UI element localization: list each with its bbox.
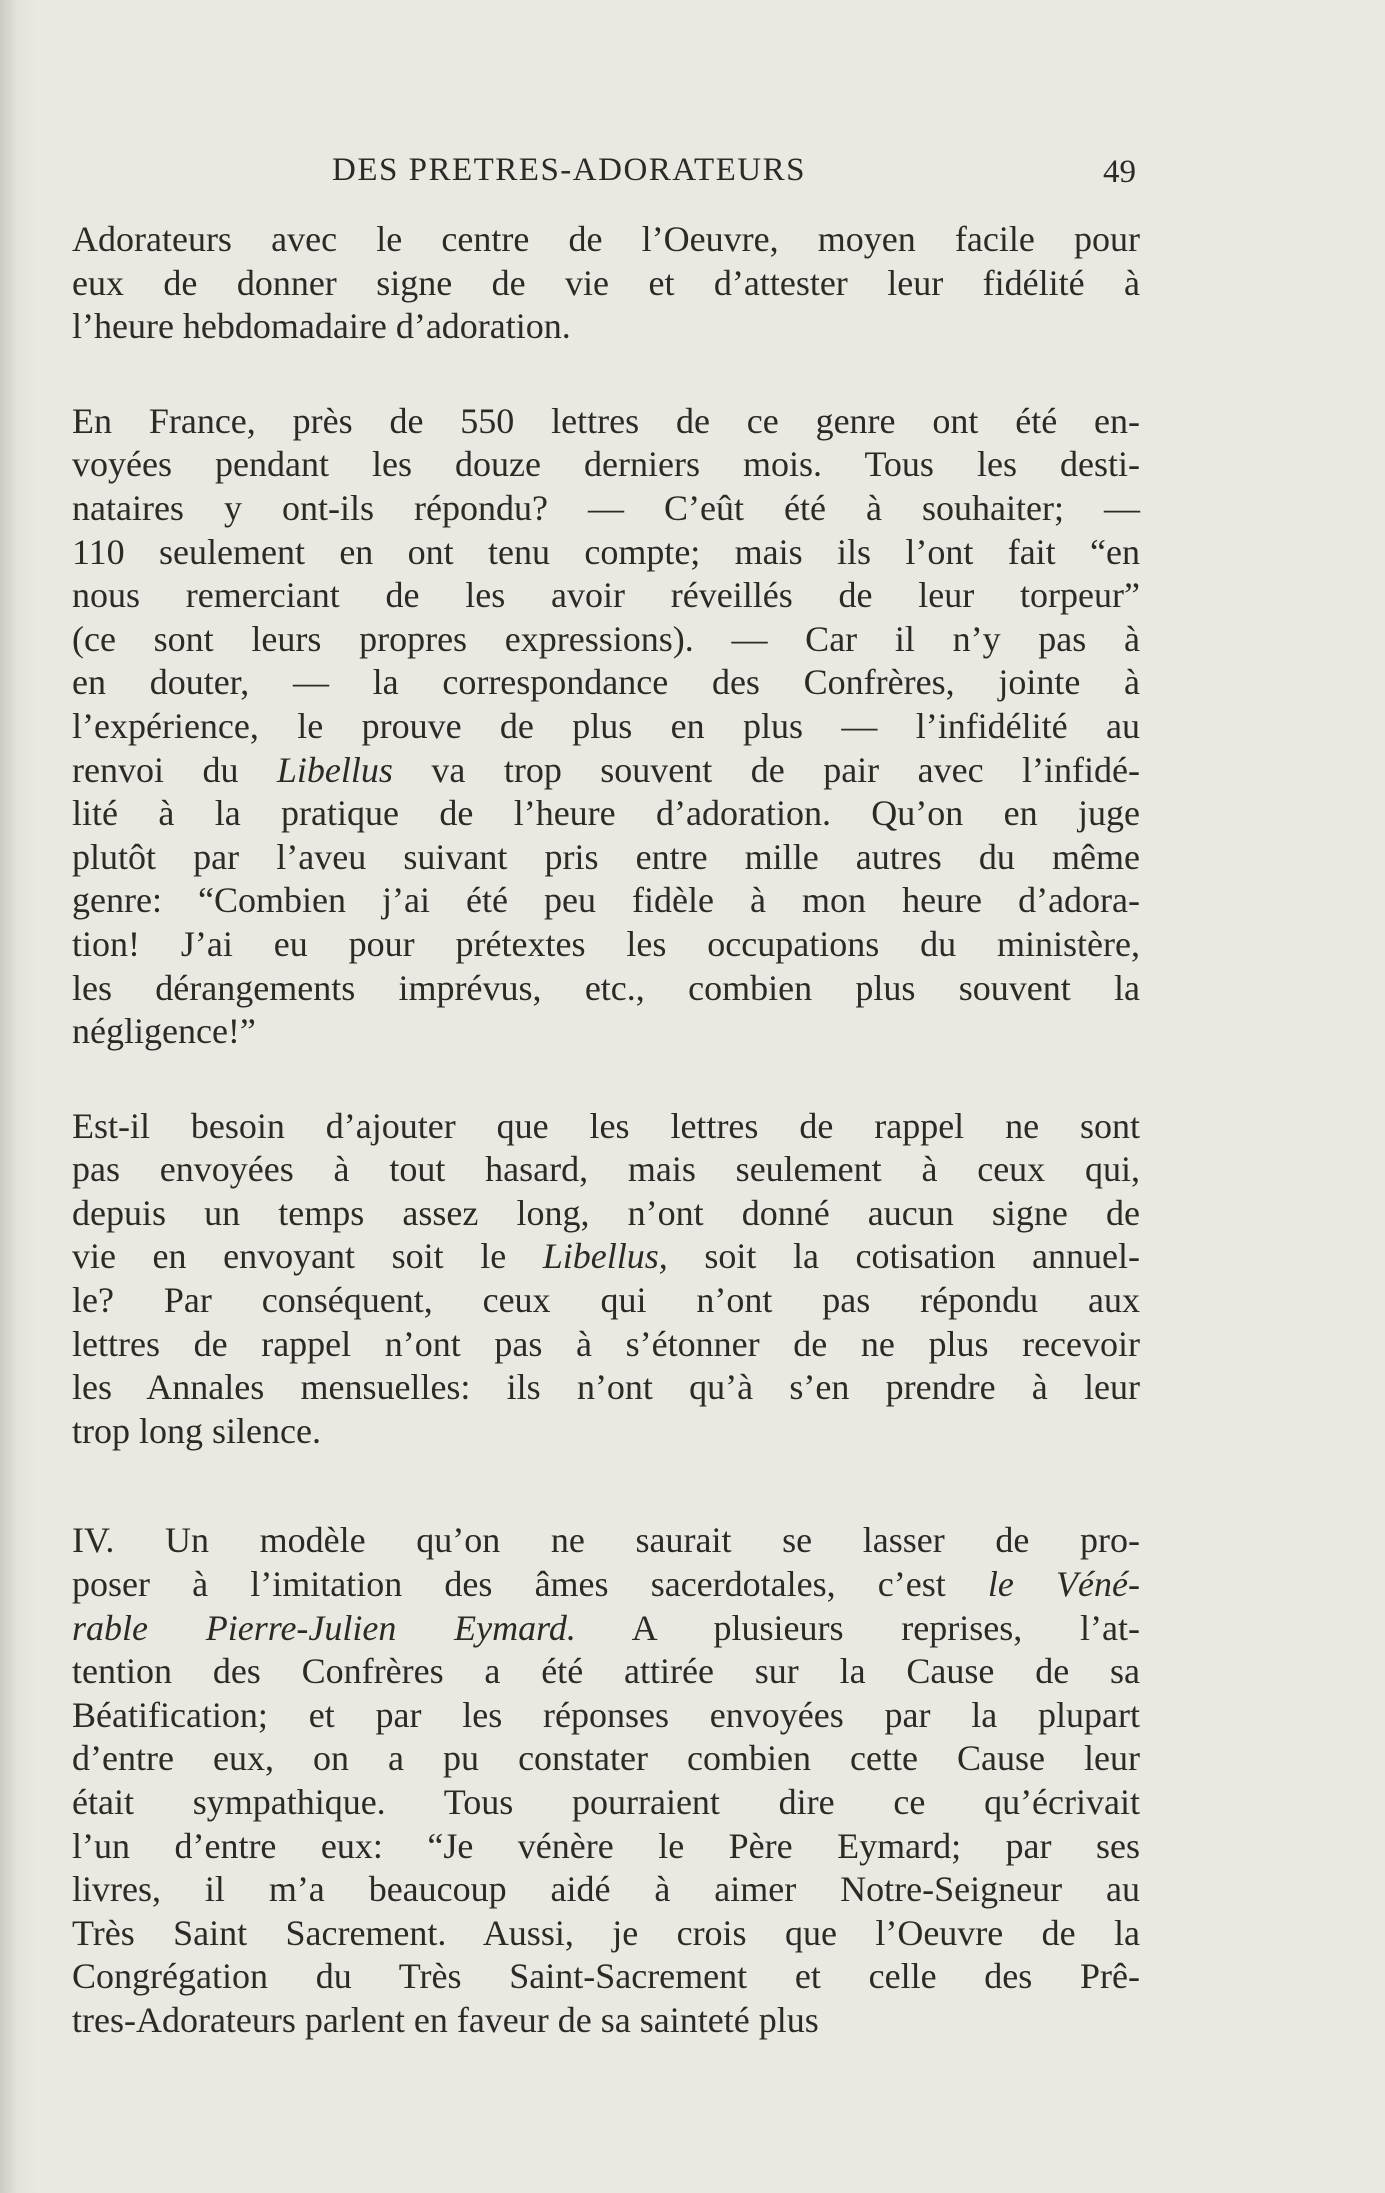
- text-segment: l’expérience, le prouve de plus en plus — l’infidélité au: [72, 705, 1140, 746]
- paragraph: [72, 218, 1140, 349]
- page-header: [0, 148, 1385, 192]
- text-line: [72, 1323, 1140, 1367]
- text-line: [72, 443, 1140, 487]
- text-line: [72, 1279, 1140, 1323]
- page-number: 49: [1103, 154, 1136, 190]
- text-segment: livres, il m’a beaucoup aidé à aimer Notre-Seigneur au: [72, 1869, 1140, 1910]
- text-line: [72, 1563, 1140, 1607]
- text-segment: Très Saint Sacrement. Aussi, je crois que l’Oeuvre de la: [72, 1912, 1140, 1953]
- text-line: [72, 1519, 1140, 1563]
- text-segment: genre: “Combien j’ai été peu fidèle à mon heure d’adora-: [72, 880, 1140, 921]
- text-line: [72, 1999, 1140, 2043]
- text-line: [72, 1737, 1140, 1781]
- text-line: [72, 1105, 1140, 1149]
- text-segment: renvoi du: [72, 749, 277, 790]
- body-text: [72, 218, 1140, 2043]
- text-segment: lettres de rappel n’ont pas à s’étonner de ne plus recevoir: [72, 1323, 1140, 1364]
- text-segment: (ce sont leurs propres expressions). — Car il n’y pas à: [72, 618, 1140, 659]
- text-segment: En France, près de 550 lettres de ce genre ont été en-: [72, 400, 1140, 441]
- text-segment: soit la cotisation annuel-: [667, 1236, 1140, 1277]
- paragraph: [72, 400, 1140, 1054]
- text-segment: Congrégation du Très Saint-Sacrement et celle des Prê-: [72, 1956, 1140, 1997]
- running-title: DES PRETRES-ADORATEURS: [332, 152, 806, 188]
- text-line: [72, 836, 1140, 880]
- text-segment: pas envoyées à tout hasard, mais seulement à ceux qui,: [72, 1149, 1140, 1190]
- text-segment: Béatification; et par les réponses envoyées par la plupart: [72, 1694, 1140, 1735]
- text-segment: voyées pendant les douze derniers mois. Tous les desti-: [72, 444, 1140, 485]
- italic-text: le Véné-: [987, 1564, 1140, 1605]
- text-line: [72, 749, 1140, 793]
- text-segment: A plusieurs reprises, l’at-: [575, 1607, 1140, 1648]
- text-segment: trop long silence.: [72, 1410, 321, 1451]
- text-line: [72, 1955, 1140, 1999]
- text-line: [72, 1825, 1140, 1869]
- text-line: [72, 967, 1140, 1011]
- text-segment: nataires y ont-ils répondu? — C’eût été à souhaiter; —: [72, 487, 1140, 528]
- text-line: [72, 879, 1140, 923]
- text-segment: les dérangements imprévus, etc., combien plus souvent la: [72, 967, 1140, 1008]
- text-segment: d’entre eux, on a pu constater combien cette Cause leur: [72, 1738, 1140, 1779]
- text-segment: négligence!”: [72, 1011, 256, 1052]
- text-segment: va trop souvent de pair avec l’infidé-: [392, 749, 1140, 790]
- text-segment: Est-il besoin d’ajouter que les lettres de rappel ne sont: [72, 1105, 1140, 1146]
- text-line: [72, 1010, 1140, 1054]
- text-segment: plutôt par l’aveu suivant pris entre mille autres du même: [72, 836, 1140, 877]
- text-segment: le? Par conséquent, ceux qui n’ont pas répondu aux: [72, 1280, 1140, 1321]
- text-segment: vie en envoyant soit le: [72, 1236, 543, 1277]
- text-segment: les Annales mensuelles: ils n’ont qu’à s’en prendre à leur: [72, 1367, 1140, 1408]
- text-segment: l’heure hebdomadaire d’adoration.: [72, 306, 571, 347]
- text-line: [72, 792, 1140, 836]
- text-segment: poser à l’imitation des âmes sacerdotales, c’est: [72, 1564, 988, 1605]
- text-line: [72, 705, 1140, 749]
- text-segment: depuis un temps assez long, n’ont donné aucun signe de: [72, 1192, 1140, 1233]
- paragraph: [72, 1105, 1140, 1454]
- text-line: [72, 661, 1140, 705]
- paragraph: [72, 1519, 1140, 2042]
- text-segment: 110 seulement en ont tenu compte; mais ils l’ont fait “en: [72, 531, 1140, 572]
- text-line: [72, 1694, 1140, 1738]
- text-segment: tention des Confrères a été attirée sur la Cause de sa: [72, 1651, 1140, 1692]
- text-segment: l’un d’entre eux: “Je vénère le Père Eymard; par ses: [72, 1825, 1140, 1866]
- paragraph-gap: [72, 1453, 1140, 1519]
- italic-text: Libellus,: [542, 1236, 668, 1277]
- text-segment: en douter, — la correspondance des Confrères, jointe à: [72, 662, 1140, 703]
- text-segment: eux de donner signe de vie et d’attester leur fidélité à: [72, 262, 1140, 303]
- text-segment: Adorateurs avec le centre de l’Oeuvre, moyen facile pour: [72, 219, 1140, 259]
- text-line: [72, 923, 1140, 967]
- paragraph-gap: [72, 1054, 1140, 1105]
- text-line: [72, 400, 1140, 444]
- text-line: [72, 1912, 1140, 1956]
- text-line: [72, 1868, 1140, 1912]
- text-segment: était sympathique. Tous pourraient dire ce qu’écrivait: [72, 1782, 1140, 1822]
- text-line: [72, 1781, 1140, 1825]
- text-line: [72, 574, 1140, 618]
- text-segment: IV. Un modèle qu’on ne saurait se lasser de pro-: [72, 1520, 1140, 1561]
- text-line: [72, 1607, 1140, 1651]
- paragraph-gap: [72, 349, 1140, 400]
- text-line: [72, 531, 1140, 575]
- text-line: [72, 1192, 1140, 1236]
- text-line: [72, 262, 1140, 306]
- text-segment: lité à la pratique de l’heure d’adoration. Qu’on en juge: [72, 793, 1140, 834]
- text-line: [72, 1650, 1140, 1694]
- text-line: [72, 1235, 1140, 1279]
- text-line: [72, 1410, 1140, 1454]
- text-segment: tres-Adorateurs parlent en faveur de sa sainteté plus: [72, 1999, 819, 2040]
- text-segment: tion! J’ai eu pour prétextes les occupations du ministère,: [72, 923, 1140, 964]
- text-line: [72, 1366, 1140, 1410]
- text-line: [72, 618, 1140, 662]
- italic-text: Libellus: [276, 749, 393, 790]
- text-segment: nous remerciant de les avoir réveillés de leur torpeur”: [72, 575, 1140, 616]
- italic-text: rable Pierre-Julien Eymard.: [72, 1607, 576, 1648]
- text-line: [72, 1148, 1140, 1192]
- text-line: [72, 487, 1140, 531]
- text-line: [72, 218, 1140, 262]
- text-line: [72, 305, 1140, 349]
